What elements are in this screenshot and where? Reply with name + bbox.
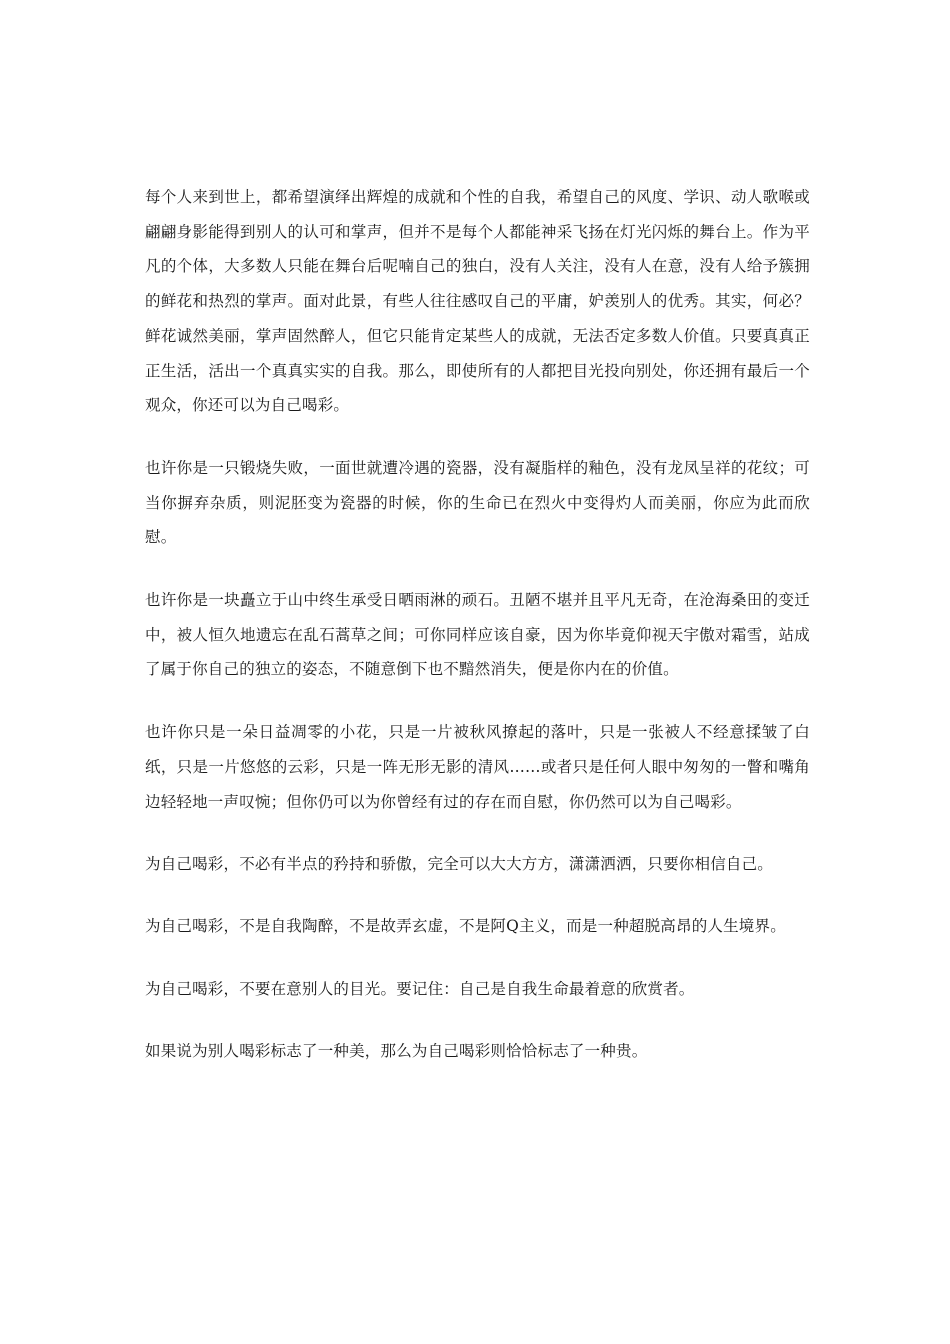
document-body xyxy=(145,180,810,1069)
paragraph-8: 如果说为别人喝彩标志了一种美，那么为自己喝彩则恰恰标志了一种贵。 xyxy=(145,1042,648,1061)
paragraph-2: 也许你是一只锻烧失败，一面世就遭冷遇的瓷器，没有凝脂样的釉色，没有龙凤呈祥的花纹；可当你摒弃杂质，则泥胚变为瓷器的时候，你的生命已在烈火中变得灼人而美丽，你应为此而欣慰。 xyxy=(145,458,810,547)
paragraph-6: 为自己喝彩，不是自我陶醉，不是故弄玄虚，不是阿Q主义，而是一种超脱高昂的人生境界。 xyxy=(145,916,786,935)
paragraph-4: 也许你只是一朵日益凋零的小花，只是一片被秋风撩起的落叶，只是一张被人不经意揉皱了白纸，只是一片悠悠的云彩，只是一阵无形无影的清风……或者只是任何人眼中匆匆的一瞥和嘴角边轻轻地一声叹惋；但你仍可以为你曾经有过的存在而自慰，你仍然可以为自己喝彩。 xyxy=(145,723,810,811)
paragraph-3: 也许你是一块矗立于山中终生承受日晒雨淋的顽石。丑陋不堪并且平凡无奇，在沧海桑田的变迁中，被人恒久地遗忘在乱石蒿草之间；可你同样应该自豪，因为你毕竟仰视天宇傲对霜雪，站成了属于你自己的独立的姿态，不随意倒下也不黯然消失，便是你内在的价值。 xyxy=(145,591,810,679)
paragraph-7: 为自己喝彩，不要在意别人的目光。要记住：自己是自我生命最着意的欣赏者。 xyxy=(145,979,695,998)
paragraph-5: 为自己喝彩，不必有半点的矜持和骄傲，完全可以大大方方，潇潇洒洒，只要你相信自己。 xyxy=(145,855,774,874)
paragraph-1: 每个人来到世上，都希望演绎出辉煌的成就和个性的自我，希望自己的风度、学识、动人歌喉或翩翩身影能得到别人的认可和掌声，但并不是每个人都能神采飞扬在灯光闪烁的舞台上。作为平凡的个体，大多数人只能在舞台后呢喃自己的独白，没有人关注，没有人在意，没有人给予簇拥的鲜花和热烈的掌声。面对此景，有些人往往感叹自己的平庸，妒羡别人的优秀。其实，何必？鲜花诚然美丽，掌声固然醉人，但它只能肯定某些人的成就，无法否定多数人价值。只要真真正正生活，活出一个真真实实的自我。那么，即使所有的人都把目光投向别处，你还拥有最后一个观众，你还可以为自己喝彩。 xyxy=(145,188,810,415)
